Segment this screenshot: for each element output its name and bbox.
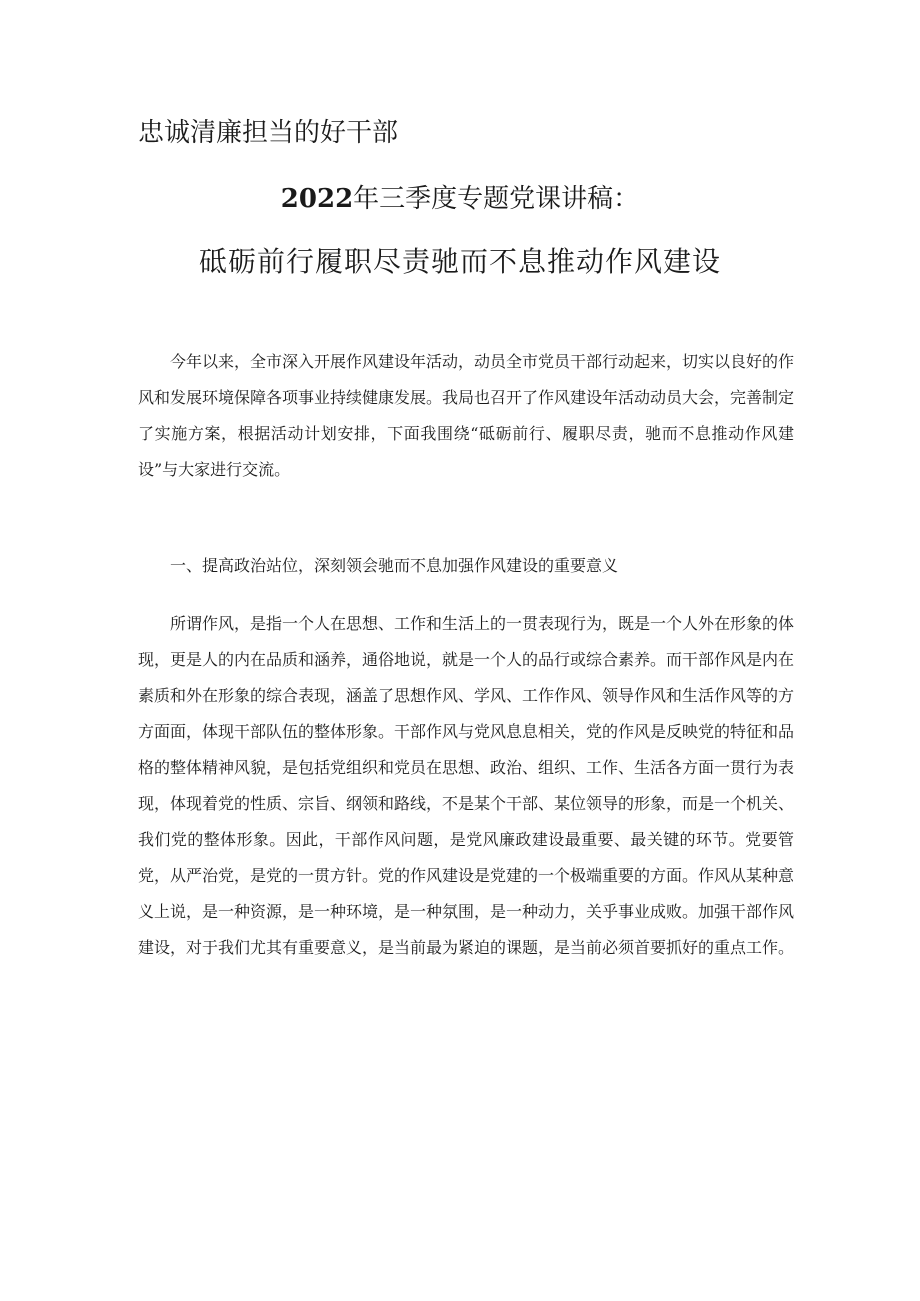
intro-paragraph: 今年以来，全市深入开展作风建设年活动，动员全市党员干部行动起来，切实以良好的作风和发展环境保障各项事业持续健康发展。我局也召开了作风建设年活动动员大会，完善制定了实施方案，根据活动计划安排，下面我围绕“砥砺前行、履职尽责，驰而不息推动作风建设”与大家进行交流。 — [138, 352, 795, 479]
title-line-2: 砥砺前行履职尽责驰而不息推动作风建设 — [198, 245, 721, 278]
title-year: 2022 — [280, 184, 354, 214]
header-label: 忠诚清廉担当的好干部 — [138, 118, 399, 148]
body-paragraph: 所谓作风，是指一个人在思想、工作和生活上的一贯表现行为，既是一个人外在形象的体现，更是人的内在品质和涵养，通俗地说，就是一个人的品行或综合素养。而干部作风是内在素质和外在形象的综合表现，涵盖了思想作风、学风、工作作风、领导作风和生活作风等的方方面面，体现干部队伍的整体形象。干部作风与党风息息相关，党的作风是反映党的特征和品格的整体精神风貌，是包括党组织和党员在思想、政治、组织、工作、生活各方面一贯行为表现，体现着党的性质、宗旨、纲领和路线，不是某个干部、某位领导的形象，而是一个机关、我们党的整体形象。因此，干部作风问题，是党风廉政建设最重要、最关键的环节。党要管党，从严治党，是党的一贯方针。党的作风建设是党建的一个极端重要的方面。作风从某种意义上说，是一种资源，是一种环境，是一种氛围，是一种动力，关乎事业成败。加强干部作风建设，对于我们尤其有重要意义，是当前最为紧迫的课题，是当前必须首要抓好的重点工作。 — [138, 614, 795, 957]
title-line-1-text: 年三季度专题党课讲稿： — [353, 184, 640, 214]
section-heading-1: 一、提高政治站位，深刻领会驰而不息加强作风建设的重要意义 — [170, 556, 619, 575]
title-line-1 — [0, 182, 920, 216]
